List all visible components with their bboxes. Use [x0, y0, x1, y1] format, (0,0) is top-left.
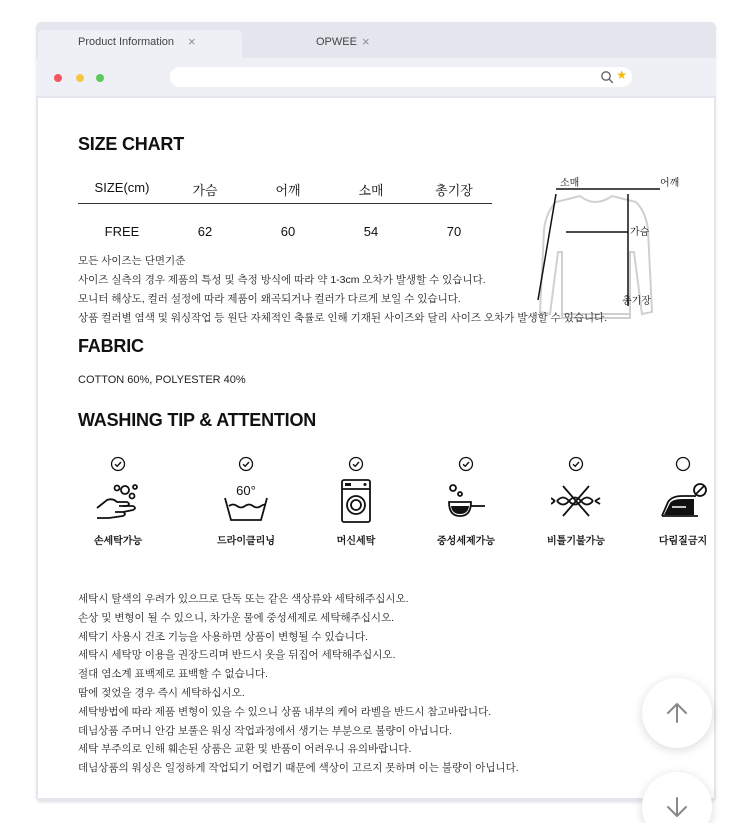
size-table [78, 170, 492, 248]
washing-tip: 데님상품 주머니 안감 보풀은 워싱 작업과정에서 생기는 부분으로 불량이 아닙니다. [78, 724, 453, 737]
wash-label: 비틀기불가능 [547, 536, 605, 547]
wash-item-no-iron [633, 456, 733, 556]
check-icon [238, 456, 254, 472]
washing-machine-icon [331, 478, 381, 524]
wash-item-machine-wash [306, 456, 406, 556]
diagram-label-sleeve: 소매 [560, 178, 580, 189]
wash-item-neutral-detergent [416, 456, 516, 556]
address-bar [36, 58, 716, 96]
check-icon [458, 456, 474, 472]
diagram-label-shoulder: 어깨 [660, 178, 680, 189]
tab-label: OPWEE [316, 36, 357, 48]
washing-tip: 세탁시 세탁망 이용을 권장드리며 반드시 옷을 뒤집어 세탁해주십시오. [78, 649, 396, 662]
neutral-detergent-icon [441, 478, 491, 524]
washing-tip: 세탁 부주의로 인해 훼손된 상품은 교환 및 반품이 어려우니 유의바랍니다. [78, 743, 412, 756]
wash-label: 손세탁가능 [93, 536, 143, 547]
close-icon[interactable]: × [362, 34, 370, 49]
fabric-composition: COTTON 60%, POLYESTER 40% [78, 374, 246, 386]
table-header-cell: 총기장 [435, 183, 473, 198]
washing-icons [68, 456, 708, 556]
washing-tip: 손상 및 변형이 될 수 있으니, 차가운 물에 중성세제로 세탁해주십시오. [78, 611, 395, 624]
wash-label: 머신세탁 [336, 536, 376, 547]
table-header-cell: SIZE(cm) [94, 180, 150, 195]
size-note: 상품 컬러별 염색 및 워싱작업 등 원단 자체적인 축률로 인해 기재된 사이즈와 달리 사이즈 오차가 발생할 수 있습니다. [78, 312, 608, 324]
maximize-window-button[interactable] [96, 74, 104, 82]
check-icon [348, 456, 364, 472]
check-icon [568, 456, 584, 472]
scroll-to-top-button[interactable] [642, 678, 712, 748]
diagram-label-chest: 가슴 [630, 227, 650, 238]
table-header-cell: 소매 [358, 183, 384, 198]
arrow-up-icon [665, 701, 689, 725]
arrow-down-icon [665, 795, 689, 819]
washing-tip: 세탁시 탈색의 우려가 있으므로 단독 또는 같은 색상류와 세탁해주십시오. [78, 593, 409, 605]
table-row [78, 214, 492, 248]
tab-product-information[interactable] [38, 30, 242, 58]
table-cell: 60 [280, 224, 296, 239]
no-iron-icon [658, 478, 708, 524]
table-cell: 70 [446, 224, 462, 239]
bookmark-star-icon[interactable]: ★ [616, 68, 627, 82]
wash-label: 드라이클리닝 [217, 536, 275, 547]
table-header-row [78, 170, 492, 204]
washing-tip: 땀에 젖었을 경우 즉시 세탁하십시오. [78, 686, 245, 699]
size-note: 모든 사이즈는 단면기준 [78, 255, 186, 267]
url-input[interactable] [170, 67, 632, 87]
no-wring-icon [551, 478, 601, 524]
tab-bar [36, 22, 716, 58]
wash-item-dry-cleaning [196, 456, 296, 556]
washing-tip: 절대 염소계 표백제로 표백할 수 없습니다. [78, 668, 268, 681]
table-cell: 62 [197, 224, 213, 239]
wash-item-no-wring [526, 456, 626, 556]
close-icon[interactable]: × [188, 34, 196, 49]
size-notes [78, 252, 607, 328]
washing-tip: 세탁방법에 따라 제품 변형이 있을 수 있으니 상품 내부의 케어 라벨을 반드시 참고바랍니다. [78, 705, 492, 718]
minimize-window-button[interactable] [76, 74, 84, 82]
browser-window [36, 22, 716, 802]
table-cell: FREE [104, 224, 140, 239]
search-icon[interactable] [600, 70, 614, 84]
washing-tip: 세탁기 사용시 건조 기능을 사용하면 상품이 변형될 수 있습니다. [78, 630, 368, 643]
hand-wash-icon [93, 478, 143, 524]
table-cell: 54 [363, 224, 379, 239]
washing-tips [78, 590, 519, 778]
fabric-title: FABRIC [78, 336, 144, 356]
close-window-button[interactable] [54, 74, 62, 82]
tab-opwee[interactable] [244, 30, 404, 58]
table-divider [78, 203, 492, 204]
page-content [38, 98, 714, 798]
wash-60-icon [221, 478, 271, 524]
check-icon [110, 456, 126, 472]
circle-icon [675, 456, 691, 472]
size-chart-title: SIZE CHART [78, 134, 185, 154]
table-header-cell: 어깨 [275, 183, 301, 198]
washing-title: WASHING TIP & ATTENTION [78, 410, 317, 430]
washing-tip: 데님상품의 워싱은 일정하게 작업되기 어렵기 때문에 색상이 고르지 못하며 이는 불량이 아닙니다. [78, 762, 519, 775]
table-header-cell: 가슴 [192, 183, 218, 198]
wash-label: 다림질금지 [658, 536, 708, 547]
size-note: 모니터 해상도, 컬러 설정에 따라 제품이 왜곡되거나 컬러가 다르게 보일 수 있습니다. [78, 293, 461, 305]
diagram-label-length: 총기장 [622, 296, 651, 307]
wash-temperature: 60° [236, 483, 256, 498]
size-note: 사이즈 실측의 경우 제품의 특성 및 측정 방식에 따라 약 1-3cm 오차가 발생할 수 있습니다. [78, 274, 486, 286]
tab-label: Product Information [78, 36, 174, 48]
wash-label: 중성세제가능 [437, 536, 495, 547]
wash-item-hand-wash [68, 456, 168, 556]
